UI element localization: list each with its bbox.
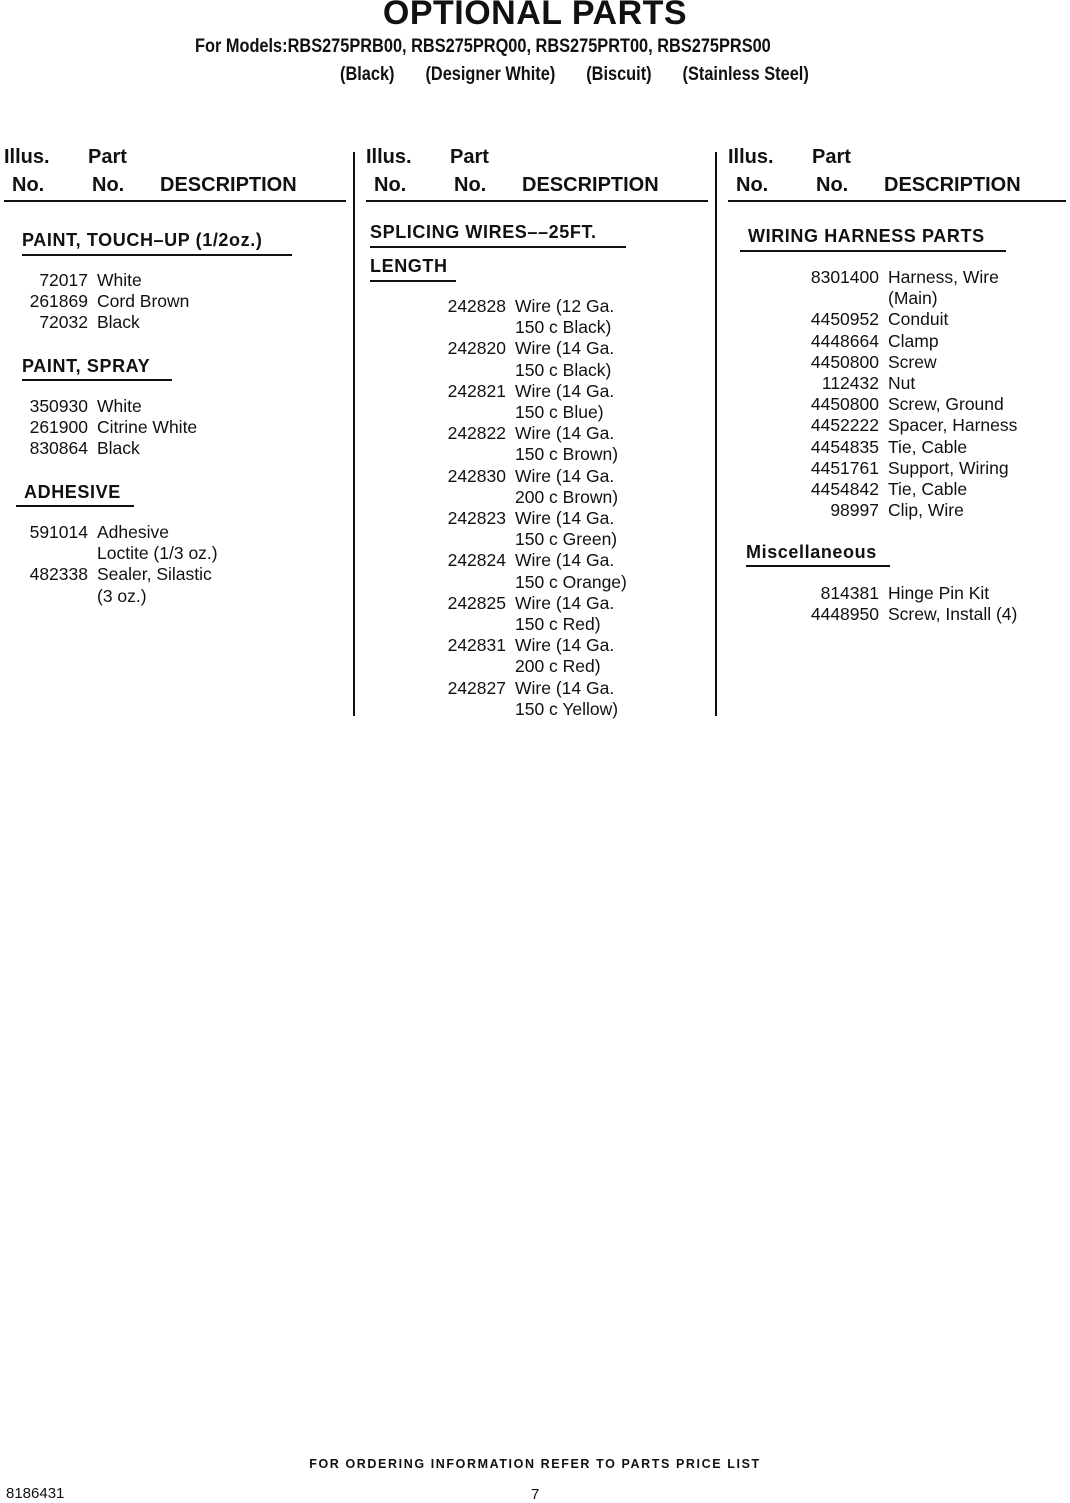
list-item — [428, 381, 627, 402]
paint-touchup-list — [10, 270, 189, 334]
part-description: Cord Brown — [97, 291, 190, 312]
part-description: Tie, Cable — [888, 436, 968, 457]
section-underline — [22, 379, 172, 381]
part-number: 4450800 — [810, 394, 879, 415]
model-colors — [340, 64, 840, 86]
part-number: 591014 — [29, 522, 88, 542]
list-item — [10, 438, 197, 459]
list-item — [10, 564, 218, 585]
part-description: Sealer, Silastic — [97, 564, 212, 585]
part-description: Black — [97, 438, 140, 459]
section-heading-wiring-harness: WIRING HARNESS PARTS — [748, 226, 985, 246]
part-number: 112432 — [821, 373, 879, 394]
list-item-continued — [428, 572, 627, 593]
part-number: 242830 — [447, 465, 506, 486]
part-description: Wire (14 Ga. — [515, 380, 615, 401]
miscellaneous-list — [801, 583, 1017, 625]
part-number: 242820 — [447, 338, 506, 359]
header-description: DESCRIPTION — [522, 174, 659, 196]
paint-spray-list — [10, 396, 197, 460]
list-item — [428, 635, 627, 656]
column-divider — [715, 152, 717, 716]
section-heading-paint-touchup: PAINT, TOUCH–UP (1/2oz.) — [22, 230, 263, 250]
list-item — [10, 417, 197, 438]
list-item-continued — [428, 614, 627, 635]
part-description-continued: Loctite (1/3 oz.) — [97, 543, 218, 564]
parts-column-3 — [728, 146, 1070, 721]
part-number: 4452222 — [810, 415, 879, 436]
part-description: Harness, Wire — [888, 267, 999, 287]
list-item — [801, 373, 1017, 394]
part-description: Nut — [888, 373, 916, 394]
part-description-continued: 200 c Brown) — [515, 486, 619, 507]
adhesive-list — [10, 522, 218, 607]
header-description: DESCRIPTION — [160, 174, 297, 196]
list-item — [801, 331, 1017, 352]
list-item — [801, 479, 1017, 500]
list-item — [801, 583, 1017, 604]
list-item — [801, 458, 1017, 479]
list-item-continued — [428, 402, 627, 423]
part-number: 242821 — [447, 380, 506, 401]
header-illus: Illus. — [4, 146, 50, 168]
list-item — [10, 396, 197, 417]
part-description: White — [97, 396, 142, 416]
part-description-continued: 150 c Blue) — [515, 402, 604, 423]
part-number: 72032 — [39, 312, 88, 333]
parts-column-2 — [366, 146, 711, 721]
list-item-continued — [428, 444, 627, 465]
section-heading-adhesive: ADHESIVE — [24, 482, 121, 502]
header-part: Part — [88, 146, 127, 168]
part-description: Citrine White — [97, 417, 198, 438]
header-rule — [4, 200, 346, 202]
part-description: Black — [97, 312, 140, 333]
part-number: 242823 — [447, 508, 506, 529]
list-item — [10, 522, 218, 543]
list-item-continued — [428, 487, 627, 508]
list-item — [801, 415, 1017, 436]
part-description: Wire (14 Ga. — [515, 635, 615, 656]
part-description-continued: 150 c Orange) — [515, 571, 627, 592]
part-description: Wire (14 Ga. — [515, 508, 615, 529]
list-item — [428, 466, 627, 487]
color-designer-white: (Designer White) — [425, 64, 556, 85]
list-item — [801, 309, 1017, 330]
part-description: Screw, Install (4) — [888, 604, 1018, 625]
part-description: Wire (14 Ga. — [515, 592, 615, 613]
part-description: Tie, Cable — [888, 479, 968, 500]
part-number: 814381 — [820, 583, 879, 603]
list-item — [428, 338, 627, 359]
part-number: 98997 — [830, 500, 879, 521]
part-description: Wire (14 Ga. — [515, 423, 615, 444]
list-item — [801, 604, 1017, 625]
list-item-continued — [428, 529, 627, 550]
part-number: 261869 — [29, 291, 88, 312]
part-number: 8301400 — [810, 267, 879, 287]
part-description: Clip, Wire — [888, 500, 964, 521]
parts-column-1 — [4, 146, 349, 721]
list-item-continued — [428, 656, 627, 677]
section-underline — [22, 254, 292, 256]
part-description: White — [97, 270, 142, 290]
part-number: 242828 — [447, 296, 506, 316]
list-item-continued — [428, 317, 627, 338]
section-heading-length: LENGTH — [370, 256, 448, 276]
part-description: Wire (14 Ga. — [515, 338, 615, 359]
header-illus: Illus. — [728, 146, 774, 168]
color-black: (Black) — [340, 64, 395, 85]
list-item — [801, 267, 1017, 288]
header-part-no: No. — [92, 174, 125, 196]
list-item-continued — [10, 543, 218, 564]
part-description: Support, Wiring — [888, 457, 1009, 478]
part-number: 242825 — [447, 592, 506, 613]
part-number: 4451761 — [810, 457, 879, 478]
part-number: 4448950 — [810, 604, 879, 625]
list-item — [801, 352, 1017, 373]
list-item-continued — [801, 288, 1017, 309]
part-description-continued: (3 oz.) — [97, 585, 147, 606]
header-illus-no: No. — [374, 174, 407, 196]
part-number: 4454842 — [810, 479, 879, 500]
header-rule — [728, 200, 1066, 202]
list-item — [801, 394, 1017, 415]
header-illus-no: No. — [736, 174, 769, 196]
list-item — [10, 270, 189, 291]
list-item-continued — [10, 586, 218, 607]
list-item — [10, 291, 189, 312]
list-item — [428, 593, 627, 614]
list-item — [801, 500, 1017, 521]
part-number: 242831 — [447, 635, 506, 656]
header-part-no: No. — [816, 174, 849, 196]
part-description: Conduit — [888, 309, 949, 330]
header-part: Part — [450, 146, 489, 168]
list-item — [428, 678, 627, 699]
list-item-continued — [428, 360, 627, 381]
part-description-continued: 150 c Red) — [515, 614, 601, 635]
section-heading-paint-spray: PAINT, SPRAY — [22, 356, 151, 376]
part-description: Wire (14 Ga. — [515, 465, 615, 486]
list-item — [428, 296, 627, 317]
part-description-continued: 150 c Brown) — [515, 444, 619, 465]
section-underline — [370, 246, 626, 248]
part-number: 350930 — [29, 396, 88, 416]
part-description-continued: 150 c Black) — [515, 359, 612, 380]
page-title: OPTIONAL PARTS — [382, 0, 688, 32]
section-heading-miscellaneous: Miscellaneous — [746, 542, 877, 562]
color-stainless-steel: (Stainless Steel) — [682, 64, 809, 85]
list-item — [10, 312, 189, 333]
list-item — [428, 423, 627, 444]
header-description: DESCRIPTION — [884, 174, 1021, 196]
header-illus: Illus. — [366, 146, 412, 168]
list-item-continued — [428, 699, 627, 720]
header-part-no: No. — [454, 174, 487, 196]
part-number: 4454835 — [810, 436, 879, 457]
page-number: 7 — [531, 1486, 540, 1503]
part-number: 4448664 — [810, 330, 879, 351]
list-item — [428, 550, 627, 571]
part-number: 242827 — [447, 677, 506, 698]
header-illus-no: No. — [12, 174, 45, 196]
part-number: 830864 — [29, 438, 88, 459]
part-number: 72017 — [39, 270, 88, 290]
list-item — [428, 508, 627, 529]
part-number: 4450952 — [810, 309, 879, 330]
part-description-continued: 150 c Yellow) — [515, 698, 619, 719]
part-number: 242824 — [447, 550, 506, 571]
section-underline — [370, 280, 456, 282]
splicing-wires-list — [428, 296, 627, 720]
header-part: Part — [812, 146, 851, 168]
models-line: For Models:RBS275PRB00, RBS275PRQ00, RBS275PRT00, RBS275PRS00 — [195, 36, 771, 57]
part-description: Screw, Ground — [888, 394, 1004, 415]
wiring-harness-list — [801, 267, 1017, 521]
part-description: Clamp — [888, 330, 939, 351]
document-number: 8186431 — [6, 1485, 65, 1502]
part-description-continued: 150 c Black) — [515, 317, 612, 338]
section-underline — [16, 505, 134, 507]
section-heading-splicing-wires: SPLICING WIRES––25FT. — [370, 222, 597, 242]
part-description-continued: 200 c Red) — [515, 656, 601, 677]
part-number: 261900 — [29, 417, 88, 438]
part-description: Adhesive — [97, 522, 169, 542]
section-underline — [746, 565, 890, 567]
part-description: Spacer, Harness — [888, 415, 1018, 436]
color-biscuit: (Biscuit) — [586, 64, 652, 85]
part-description: Wire (14 Ga. — [515, 550, 615, 571]
part-description-continued: 150 c Green) — [515, 529, 618, 550]
part-description-continued: (Main) — [888, 288, 938, 309]
part-description: Screw — [888, 351, 937, 372]
column-divider — [353, 152, 355, 716]
header-rule — [366, 200, 708, 202]
part-number: 4450800 — [810, 351, 879, 372]
part-number: 482338 — [29, 564, 88, 585]
part-description: Wire (14 Ga. — [515, 677, 615, 698]
ordering-info-footer: FOR ORDERING INFORMATION REFER TO PARTS PRICE LIST — [309, 1457, 761, 1471]
section-underline — [740, 250, 1006, 252]
part-description: Wire (12 Ga. — [515, 296, 615, 316]
list-item — [801, 437, 1017, 458]
part-description: Hinge Pin Kit — [888, 583, 990, 603]
part-number: 242822 — [447, 423, 506, 444]
